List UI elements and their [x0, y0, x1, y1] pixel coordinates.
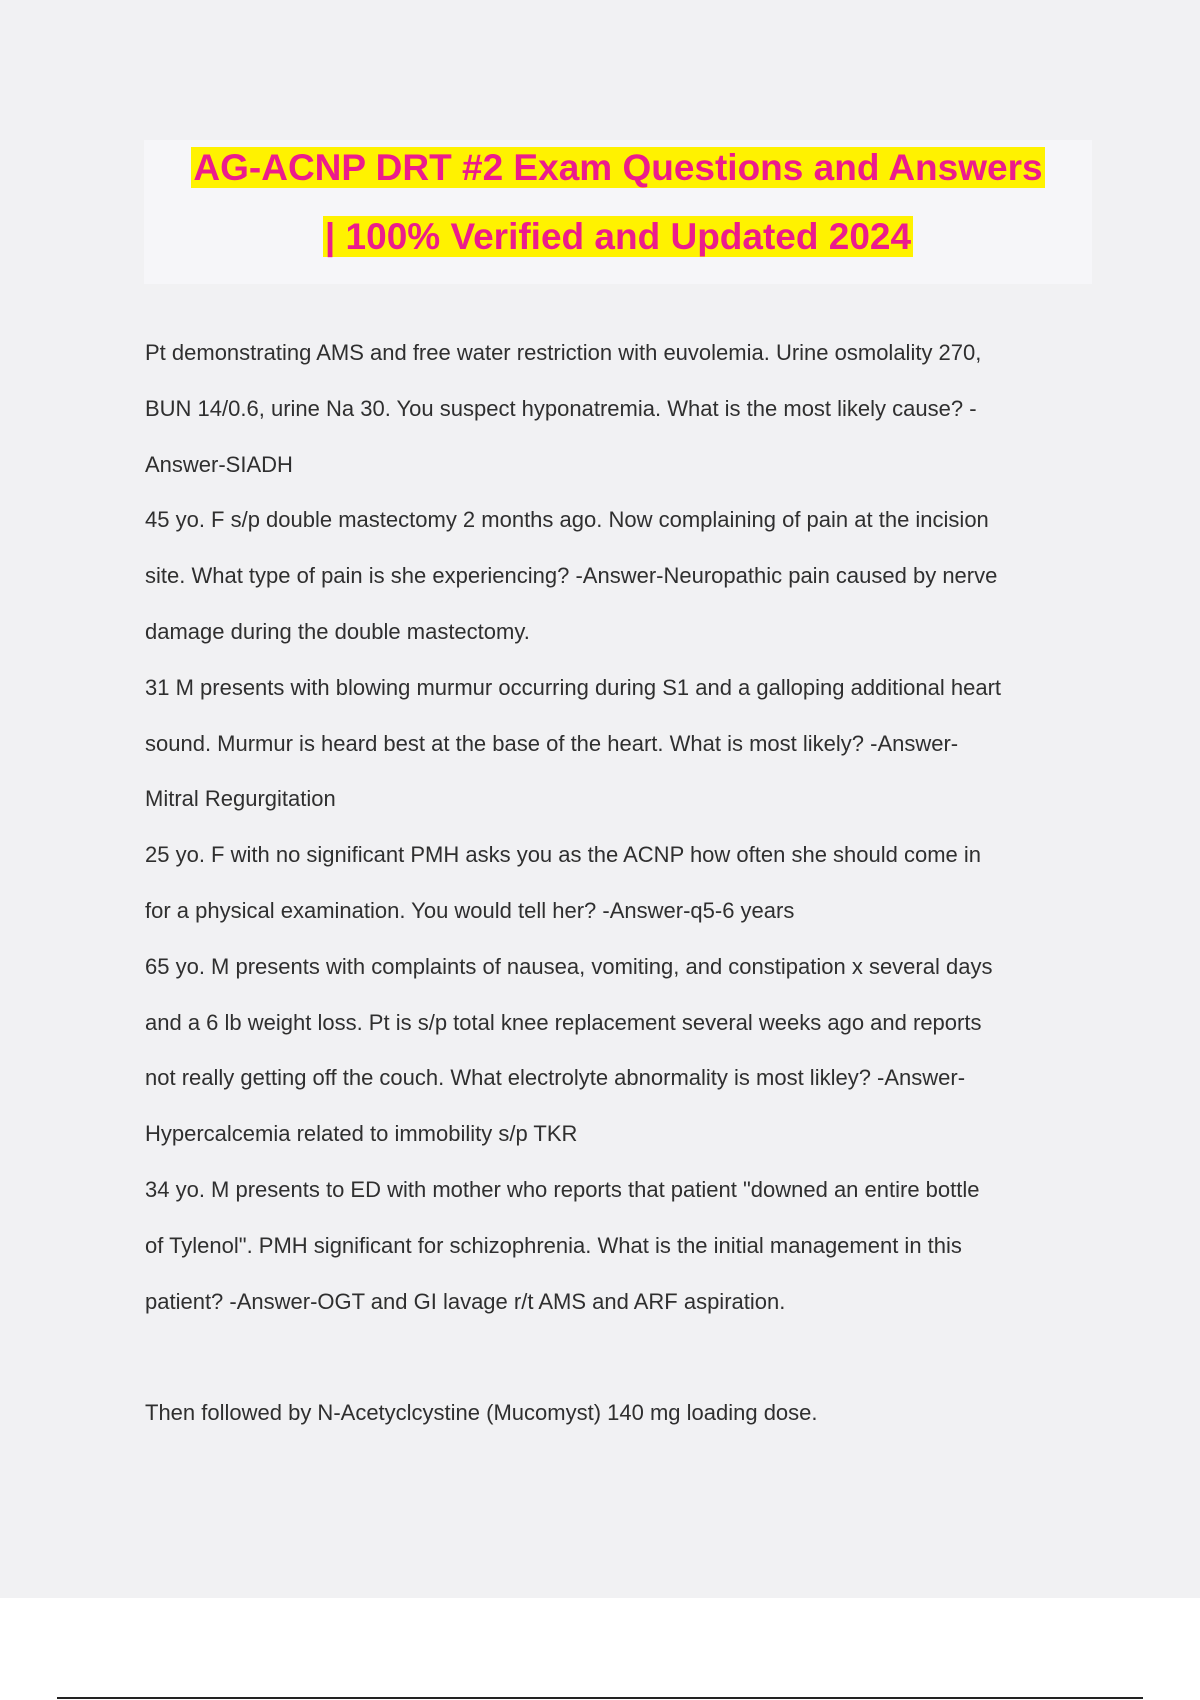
qa-line: Hypercalcemia related to immobility s/p TKR: [145, 1121, 578, 1147]
qa-item: [145, 939, 1095, 1162]
qa-line: not really getting off the couch. What electrolyte abnormality is most likley? -Answer-: [145, 1065, 966, 1091]
title-line-1: [144, 144, 1092, 191]
qa-item: [145, 325, 1095, 492]
followup-text: Then followed by N-Acetyclcystine (Mucomyst) 140 mg loading dose.: [145, 1400, 818, 1426]
followup-paragraph: [145, 1385, 1095, 1441]
title-line-1-text: AG-ACNP DRT #2 Exam Questions and Answers: [193, 147, 1043, 188]
qa-line: damage during the double mastectomy.: [145, 618, 530, 644]
document-title: [144, 140, 1092, 284]
qa-line: 31 M presents with blowing murmur occurring during S1 and a galloping additional heart: [145, 674, 1002, 700]
qa-line: 45 yo. F s/p double mastectomy 2 months ago. Now complaining of pain at the incision: [145, 507, 989, 533]
qa-line: 65 yo. M presents with complaints of nausea, vomiting, and constipation x several days: [145, 953, 993, 979]
qa-line: of Tylenol". PMH significant for schizophrenia. What is the initial management in this: [145, 1232, 962, 1258]
qa-line: and a 6 lb weight loss. Pt is s/p total knee replacement several weeks ago and reports: [145, 1009, 982, 1035]
qa-line: Pt demonstrating AMS and free water restriction with euvolemia. Urine osmolality 270,: [145, 340, 982, 365]
qa-line: 34 yo. M presents to ED with mother who reports that patient "downed an entire bottle: [145, 1176, 980, 1202]
qa-item: [145, 492, 1095, 659]
qa-line: site. What type of pain is she experiencing? -Answer-Neuropathic pain caused by nerve: [145, 563, 998, 589]
qa-content: [145, 325, 1095, 1441]
qa-line: patient? -Answer-OGT and GI lavage r/t AMS and ARF aspiration.: [145, 1288, 786, 1314]
qa-line: for a physical examination. You would tell her? -Answer-q5-6 years: [145, 897, 795, 923]
qa-line: Answer-SIADH: [145, 451, 293, 477]
qa-line: sound. Murmur is heard best at the base of the heart. What is most likely? -Answer-: [145, 730, 959, 756]
paragraph-spacer: [145, 1329, 1095, 1385]
qa-line: Mitral Regurgitation: [145, 786, 336, 812]
title-line-2-text: | 100% Verified and Updated 2024: [324, 216, 912, 257]
qa-item: [145, 827, 1095, 939]
title-line-2: [144, 213, 1092, 260]
qa-line: BUN 14/0.6, urine Na 30. You suspect hyponatremia. What is the most likely cause? -: [145, 395, 977, 421]
qa-item: [145, 1162, 1095, 1329]
page-divider: [57, 1697, 1143, 1699]
qa-item: [145, 660, 1095, 827]
qa-line: 25 yo. F with no significant PMH asks you as the ACNP how often she should come in: [145, 842, 982, 868]
